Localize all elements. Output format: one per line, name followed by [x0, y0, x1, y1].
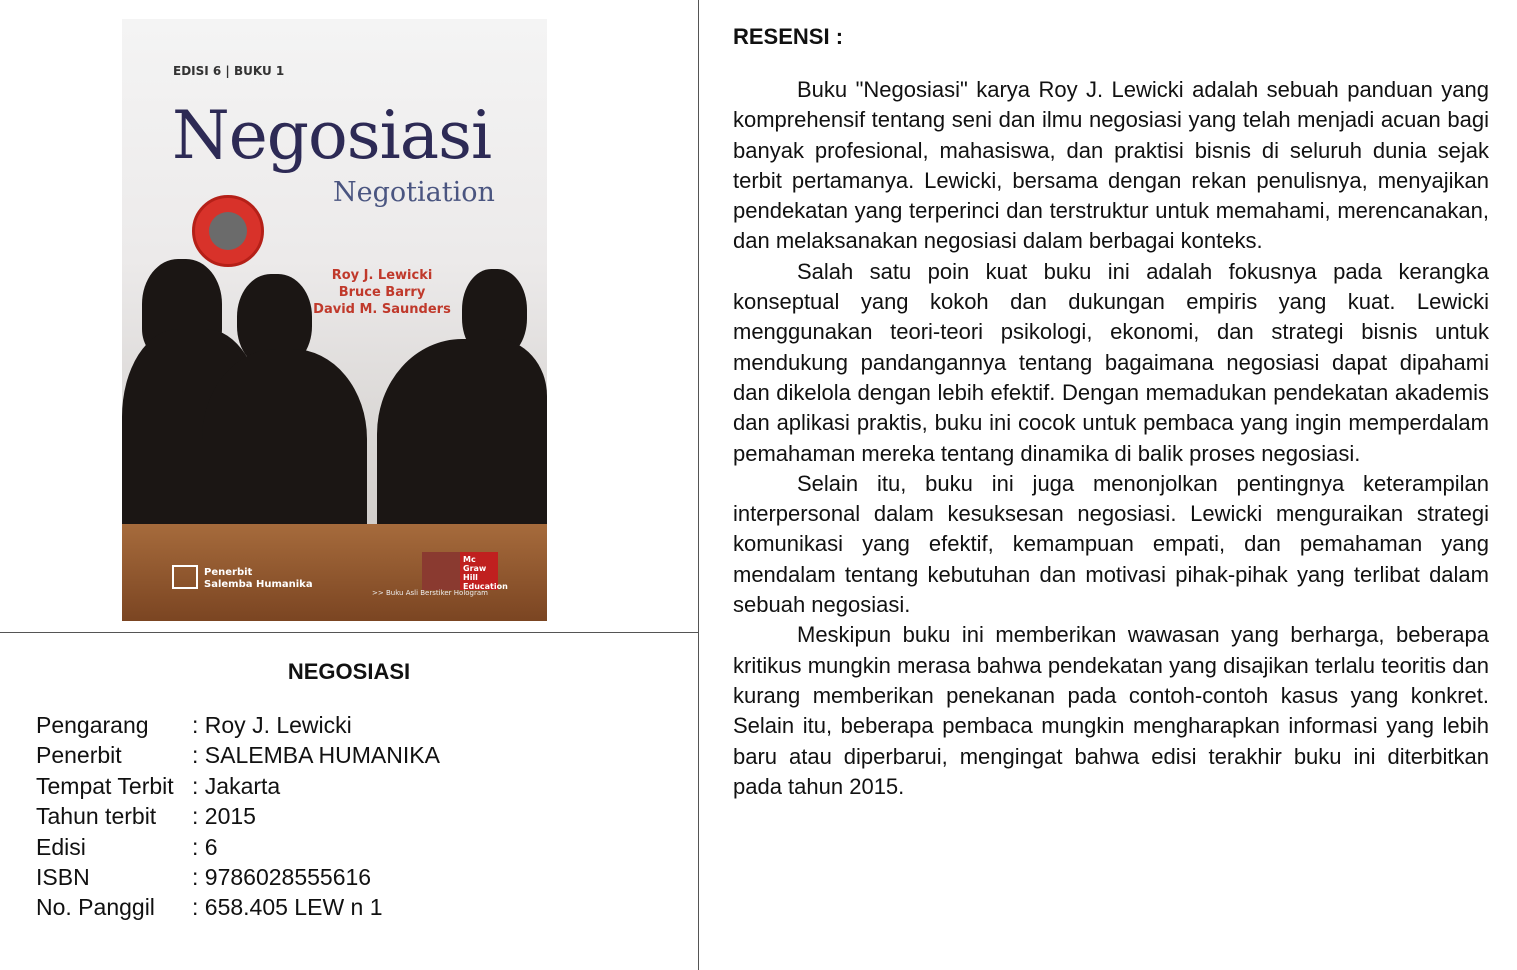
review-body — [733, 75, 1489, 802]
book-title: NEGOSIASI — [287, 659, 411, 684]
cover-publisher — [204, 567, 313, 591]
metadata-value: : 2015 — [192, 803, 256, 830]
section-divider — [0, 632, 698, 633]
mcgraw-hill-logo-faded — [422, 552, 460, 590]
metadata-value: : 9786028555616 — [192, 864, 372, 891]
cover-subtitle: Negotiation — [333, 177, 495, 208]
cover-title: Negosiasi — [172, 97, 492, 174]
cover-authors — [307, 267, 457, 318]
cover-edition: EDISI 6 | BUKU 1 — [173, 64, 285, 78]
silhouette-person — [377, 339, 547, 529]
silhouette-person — [202, 349, 367, 549]
metadata-row — [36, 862, 440, 892]
book-metadata — [36, 710, 440, 923]
metadata-row — [36, 832, 440, 862]
mcgraw-hill-logo: Mc Graw Hill Education — [460, 552, 498, 590]
metadata-label: Edisi — [36, 833, 86, 860]
metadata-label: ISBN — [36, 864, 90, 891]
metadata-row — [36, 892, 440, 922]
metadata-value: : Jakarta — [192, 772, 281, 799]
publisher-logo-icon — [172, 565, 198, 589]
cover-author: Bruce Barry — [338, 285, 426, 300]
review-paragraph: Meskipun buku ini memberikan wawasan yang berharga, beberapa kritikus mungkin merasa bahwa pendekatan yang disajikan terlalu teoritis dan kurang memberikan penekanan pada contoh-contoh kasus yang konkret. Selain itu, beberapa pembaca mungkin mengharapkan informasi yang lebih baru atau diperbarui, mengingat bahwa edisi terakhir buku ini diterbitkan pada tahun 2015. — [733, 622, 1489, 799]
cover-author: David M. Saunders — [313, 302, 451, 317]
publisher-line: Penerbit — [204, 567, 253, 578]
metadata-label: Tahun terbit — [36, 803, 157, 830]
review-paragraph: Selain itu, buku ini juga menonjolkan pentingnya keterampilan interpersonal dalam kesuksesan negosiasi. Lewicki menguraikan strategi komunikasi yang efektif, kemampuan empati, dan pemahaman yang mendalam tentang kebutuhan dan motivasi pihak-pihak yang terlibat dalam sebuah negosiasi. — [733, 470, 1489, 618]
metadata-label: Penerbit — [36, 742, 122, 769]
metadata-value: : 6 — [192, 833, 218, 860]
metadata-label: No. Panggil — [36, 894, 155, 921]
column-divider — [698, 0, 699, 970]
metadata-row — [36, 771, 440, 801]
cover-author: Roy J. Lewicki — [331, 268, 433, 283]
hologram-note: >> Buku Asli Berstiker Hologram — [372, 589, 488, 597]
anti-piracy-stamp-icon — [192, 195, 264, 267]
metadata-value: : Roy J. Lewicki — [192, 712, 352, 738]
metadata-label: Tempat Terbit — [36, 772, 174, 799]
publisher-line: Salemba Humanika — [204, 579, 313, 590]
metadata-value: : 658.405 LEW n 1 — [192, 894, 383, 921]
metadata-value: : SALEMBA HUMANIKA — [192, 742, 440, 769]
review-paragraph: Buku "Negosiasi" karya Roy J. Lewicki adalah sebuah panduan yang komprehensif tentang seni dan ilmu negosiasi yang telah menjadi acuan bagi banyak profesional, mahasiswa, dan praktisi bisnis di seluruh dunia sejak terbit pertamanya. Lewicki, bersama dengan rekan penulisnya, menyajikan pendekatan yang terperinci dan terstruktur untuk memahami, merencanakan, dan melaksanakan negosiasi dalam berbagai konteks. — [733, 77, 1489, 254]
review-paragraph: Salah satu poin kuat buku ini adalah fokusnya pada kerangka konseptual yang kokoh dan dukungan empiris yang kuat. Lewicki menggunakan teori-teori psikologi, ekonomi, dan strategi bisnis untuk mendukung pandangannya tentang bagaimana negosiasi dapat dipahami dan dikelola dengan lebih efektif. Dengan memadukan pendekatan akademis dan aplikasi praktis, buku ini cocok untuk pembaca yang ingin memperdalam pemahaman mereka tentang dinamika di balik proses negosiasi. — [733, 258, 1489, 466]
metadata-row — [36, 740, 440, 770]
review-heading: RESENSI : — [733, 24, 844, 49]
metadata-row — [36, 801, 440, 831]
book-cover-image — [122, 19, 547, 621]
metadata-label: Pengarang — [36, 712, 149, 738]
metadata-row — [36, 710, 440, 740]
